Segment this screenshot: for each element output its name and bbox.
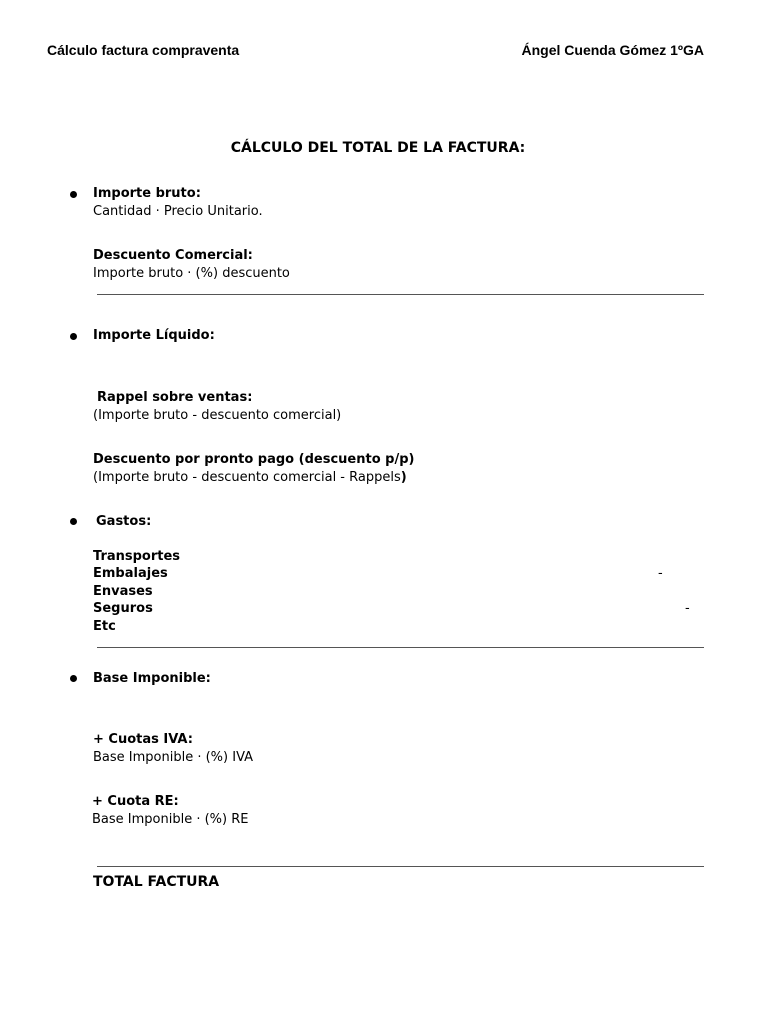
rappel-label: Rappel sobre ventas:: [97, 390, 253, 405]
gastos-item-seguros: Seguros: [93, 601, 153, 616]
divider-line: [97, 647, 704, 648]
importe-liquido-label: Importe Líquido:: [93, 328, 215, 343]
gastos-dash-seguros: -: [685, 601, 690, 616]
bullet-icon: [70, 191, 77, 198]
importe-bruto-label: Importe bruto:: [93, 186, 201, 201]
pronto-pago-label: Descuento por pronto pago (descuento p/p): [93, 452, 415, 467]
gastos-label: Gastos:: [96, 514, 152, 529]
pronto-pago-formula-main: (Importe bruto - descuento comercial - Rappels: [93, 470, 401, 485]
rappel-formula: (Importe bruto - descuento comercial): [93, 408, 342, 423]
gastos-item-embalajes: Embalajes: [93, 566, 168, 581]
bullet-icon: [70, 518, 77, 525]
gastos-item-etc: Etc: [93, 619, 116, 634]
page-title: CÁLCULO DEL TOTAL DE LA FACTURA:: [230, 140, 526, 156]
gastos-item-envases: Envases: [93, 584, 153, 599]
base-imponible-label: Base Imponible:: [93, 671, 211, 686]
header-author: Ángel Cuenda Gómez 1ºGA: [521, 42, 704, 58]
cuota-re-label: + Cuota RE:: [92, 794, 179, 809]
descuento-comercial-formula: Importe bruto · (%) descuento: [93, 266, 290, 281]
importe-bruto-formula: Cantidad · Precio Unitario.: [93, 204, 263, 219]
divider-line: [97, 866, 704, 867]
descuento-comercial-label: Descuento Comercial:: [93, 248, 253, 263]
gastos-item-transportes: Transportes: [93, 549, 181, 564]
gastos-dash-embalajes: -: [658, 566, 663, 581]
cuotas-iva-formula: Base Imponible · (%) IVA: [93, 750, 254, 765]
header-left-title: Cálculo factura compraventa: [47, 42, 240, 58]
bullet-icon: [70, 675, 77, 682]
cuota-re-formula: Base Imponible · (%) RE: [92, 812, 249, 827]
pronto-pago-formula-paren: ): [400, 470, 407, 485]
cuotas-iva-label: + Cuotas IVA:: [93, 732, 193, 747]
pronto-pago-formula: [93, 470, 407, 485]
bullet-icon: [70, 333, 77, 340]
total-factura-label: TOTAL FACTURA: [93, 874, 220, 890]
divider-line: [97, 294, 704, 295]
